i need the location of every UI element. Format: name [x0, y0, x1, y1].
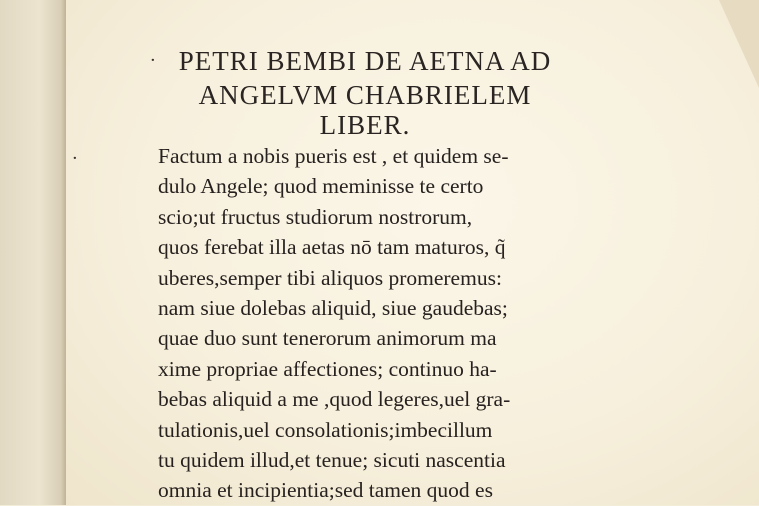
text-line: Factum a nobis pueris est , et quidem se-	[158, 144, 509, 168]
margin-dot: ·	[150, 50, 156, 71]
text-line: omnia et incipientia;sed tamen quod es	[158, 478, 493, 503]
title-line-1: PETRI BEMBI DE AETNA AD	[178, 46, 552, 76]
margin-dot: ·	[72, 148, 78, 169]
title-line-3: LIBER.	[319, 110, 411, 140]
text-line: uberes,semper tibi aliquos promeremus:	[158, 265, 502, 290]
text-line: quos ferebat illa aetas nō tam maturos, q̃	[158, 235, 506, 260]
text-line: quae duo sunt tenerorum animorum ma	[158, 326, 497, 351]
text-line: xime propriae affectiones; continuo ha-	[158, 356, 497, 381]
text-line: scio;ut fructus studiorum nostrorum,	[158, 204, 473, 229]
body-text	[158, 141, 598, 506]
page-corner	[719, 0, 759, 88]
text-line: bebas aliquid a me ,quod legeres,uel gra-	[158, 387, 511, 412]
text-line: nam siue dolebas aliquid, siue gaudebas;	[158, 296, 508, 321]
book-gutter	[0, 0, 66, 505]
text-line: tulationis,uel consolationis;imbecillum	[158, 417, 493, 442]
text-line: dulo Angele; quod meminisse te certo	[158, 174, 484, 199]
text-line: tu quidem illud,et tenue; sicuti nascentia	[158, 448, 506, 473]
title-line-2: ANGELVM CHABRIELEM	[198, 80, 532, 110]
